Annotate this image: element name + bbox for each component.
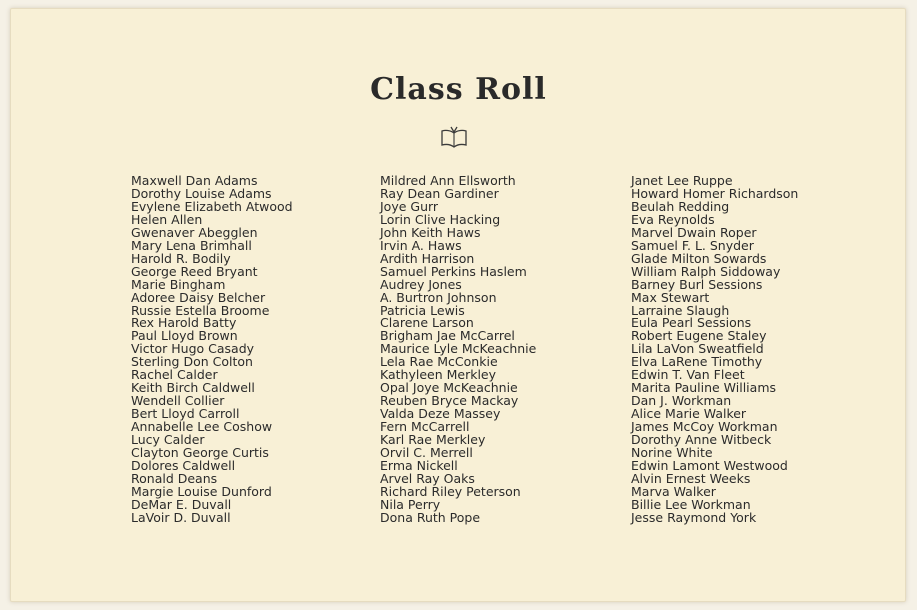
roll-name: Margie Louise Dunford	[131, 483, 272, 499]
roll-name: Richard Riley Peterson	[380, 483, 521, 499]
roll-name: Marva Walker	[631, 483, 716, 499]
roll-name: Mary Lena Brimhall	[131, 237, 252, 253]
roll-name: Erma Nickell	[380, 457, 458, 473]
roll-name: William Ralph Siddoway	[631, 263, 781, 279]
roll-name: Helen Allen	[131, 211, 203, 227]
roll-name: Rex Harold Batty	[131, 315, 237, 331]
roll-name: Glade Milton Sowards	[631, 250, 767, 266]
roll-name: Ronald Deans	[131, 470, 218, 486]
roll-name: Edwin Lamont Westwood	[631, 457, 788, 473]
roll-name: Adoree Daisy Belcher	[131, 289, 266, 305]
roll-name: Max Stewart	[631, 289, 710, 305]
roll-name: Samuel F. L. Snyder	[631, 237, 754, 253]
roll-name: Mildred Ann Ellsworth	[380, 173, 516, 188]
roll-name: Rachel Calder	[131, 367, 218, 383]
roll-name: Valda Deze Massey	[380, 406, 501, 422]
roll-name: Barney Burl Sessions	[631, 276, 763, 292]
roll-name: Maurice Lyle McKeachnie	[380, 341, 537, 357]
roll-name: Samuel Perkins Haslem	[380, 263, 527, 279]
roll-name: Orvil C. Merrell	[380, 445, 473, 461]
roll-name: Robert Eugene Staley	[631, 328, 767, 344]
roll-name: Alvin Ernest Weeks	[631, 470, 751, 486]
roll-name: Alice Marie Walker	[631, 406, 747, 422]
roll-name: Victor Hugo Casady	[131, 341, 255, 357]
roll-name: Patricia Lewis	[380, 302, 465, 318]
roll-name: Dona Ruth Pope	[380, 509, 481, 525]
roll-name: Reuben Bryce Mackay	[380, 393, 519, 409]
roll-name: Maxwell Dan Adams	[131, 173, 258, 188]
name-column-2	[380, 175, 536, 525]
roll-name: Kathyleen Merkley	[380, 367, 497, 383]
roll-name: Jesse Raymond York	[631, 509, 757, 525]
roll-name: Lela Rae McConkie	[380, 354, 498, 370]
roll-name: LaVoir D. Duvall	[131, 509, 231, 525]
roll-name: Dolores Caldwell	[131, 457, 236, 473]
roll-name: Bert Lloyd Carroll	[131, 406, 240, 422]
roll-name: Beulah Redding	[631, 198, 730, 214]
roll-name: Dan J. Workman	[631, 393, 732, 409]
roll-name: A. Burtron Johnson	[380, 289, 497, 305]
roll-name: Howard Homer Richardson	[631, 185, 799, 201]
roll-name: Edwin T. Van Fleet	[631, 367, 745, 383]
name-column-3	[631, 175, 798, 525]
roll-name: Ray Dean Gardiner	[380, 185, 499, 201]
roll-name: Gwenaver Abegglen	[131, 224, 258, 240]
roll-name: Billie Lee Workman	[631, 496, 751, 512]
roll-name: John Keith Haws	[380, 224, 481, 240]
roll-name: Irvin A. Haws	[380, 237, 462, 253]
roll-name: Arvel Ray Oaks	[380, 470, 475, 486]
roll-name: Clayton George Curtis	[131, 445, 269, 461]
roll-name: Karl Rae Merkley	[380, 432, 486, 448]
roll-name: Brigham Jae McCarrel	[380, 328, 515, 344]
roll-name: Nila Perry	[380, 496, 441, 512]
roll-name: Harold R. Bodily	[131, 250, 231, 266]
roll-name: Dorothy Louise Adams	[131, 185, 272, 201]
roll-name: Janet Lee Ruppe	[631, 173, 733, 188]
roll-name: Annabelle Lee Coshow	[131, 419, 273, 435]
roll-name: Marita Pauline Williams	[631, 380, 777, 396]
roll-name: Dorothy Anne Witbeck	[631, 432, 772, 448]
roll-name: Norine White	[631, 445, 713, 461]
roll-name: Ardith Harrison	[380, 250, 475, 266]
roll-name: Evylene Elizabeth Atwood	[131, 198, 293, 214]
roll-name: George Reed Bryant	[131, 263, 258, 279]
name-column-1	[131, 175, 293, 525]
roll-name: Lila LaVon Sweatfield	[631, 341, 764, 357]
roll-name: Eva Reynolds	[631, 211, 715, 227]
roll-name: Elva LaRene Timothy	[631, 354, 763, 370]
roll-name: Opal Joye McKeachnie	[380, 380, 518, 396]
roll-name: Audrey Jones	[380, 276, 462, 292]
roll-name: Sterling Don Colton	[131, 354, 253, 370]
roll-name: Keith Birch Caldwell	[131, 380, 255, 396]
roll-name: Lucy Calder	[131, 432, 205, 448]
roll-name: Clarene Larson	[380, 315, 474, 331]
roll-name: DeMar E. Duvall	[131, 496, 232, 512]
page-title: Class Roll	[370, 72, 547, 107]
roll-name: Joye Gurr	[380, 198, 439, 214]
roll-name: Marvel Dwain Roper	[631, 224, 757, 240]
roll-name: Lorin Clive Hacking	[380, 211, 501, 227]
roll-name: Wendell Collier	[131, 393, 225, 409]
roll-name: Eula Pearl Sessions	[631, 315, 752, 331]
roll-name: Russie Estella Broome	[131, 302, 270, 318]
roll-name: James McCoy Workman	[631, 419, 778, 435]
roll-name: Fern McCarrell	[380, 419, 470, 435]
roll-name: Paul Lloyd Brown	[131, 328, 238, 344]
book-ornament-icon	[440, 124, 468, 150]
roll-name: Larraine Slaugh	[631, 302, 730, 318]
roll-name: Marie Bingham	[131, 276, 226, 292]
